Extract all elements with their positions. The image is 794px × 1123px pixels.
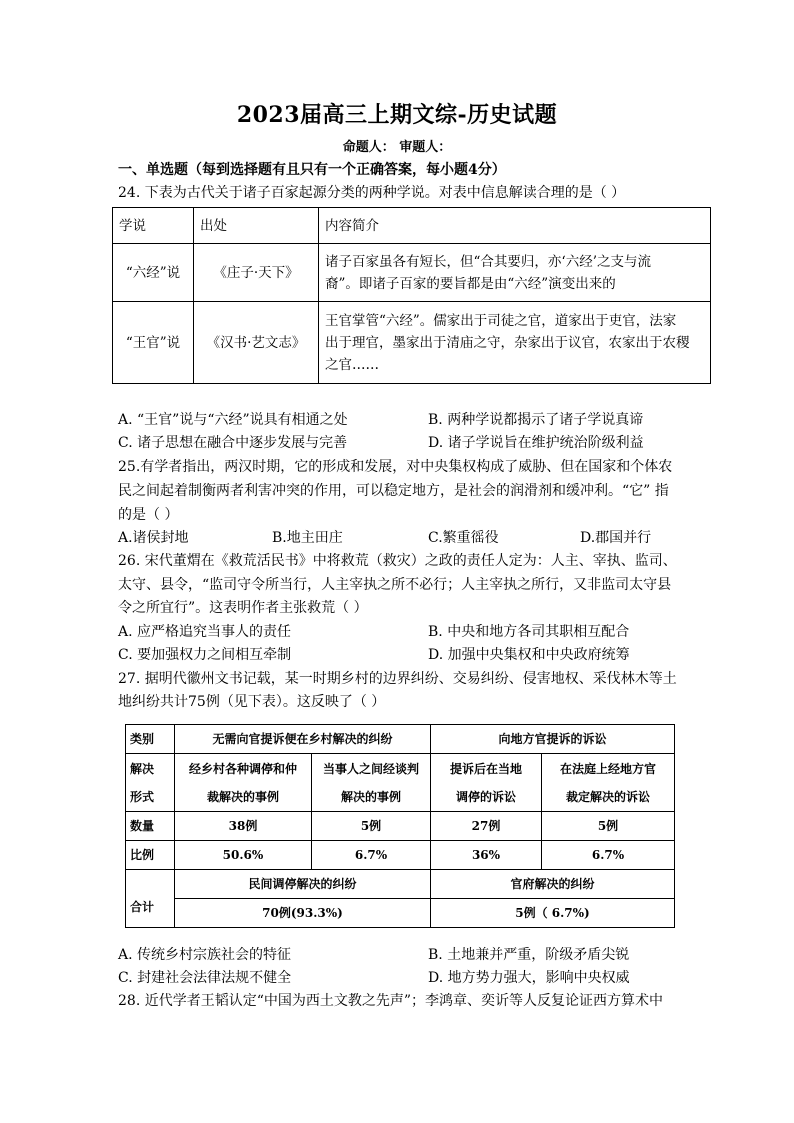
q27-option-b: B. 土地兼并严重，阶级矛盾尖锐: [428, 947, 630, 963]
q27-total-label: 合计: [126, 870, 175, 928]
q25-line3: 的是（ ）: [118, 507, 179, 523]
q27-col2-header: 当事人之间经谈判 解决的事例: [312, 754, 431, 812]
q24-row2-theory: “王官”说: [113, 302, 194, 384]
q25-option-d: D.郡国并行: [580, 530, 652, 546]
q27-option-d: D. 地方势力强大，影响中央权威: [428, 970, 630, 986]
q24-option-b: B. 两种学说都揭示了诸子学说真谛: [428, 412, 644, 428]
exam-title: 2023届高三上期文综-历史试题: [236, 102, 558, 128]
q24-header-theory: 学说: [113, 208, 194, 244]
q26-option-b: B. 中央和地方各司其职相互配合: [428, 624, 630, 640]
q28-line1: 28. 近代学者王韬认定“中国为西土文教之先声”；李鸿章、奕䜣等人反复论证西方算术中: [118, 993, 664, 1009]
q27-option-c: C. 封建社会法律法规不健全: [118, 970, 292, 986]
q25-option-b: B.地主田庄: [272, 530, 343, 546]
q26-option-c: C. 要加强权力之间相互牵制: [118, 647, 292, 663]
q27-col1-header: 经乡村各种调停和仲 裁解决的事例: [175, 754, 312, 812]
q27-option-a: A. 传统乡村宗族社会的特征: [118, 947, 292, 963]
q25-line2: 民之间起着制衡两者利害冲突的作用，可以稳定地方，是社会的润滑剂和缓冲利。“它” 指: [118, 483, 669, 499]
q27-col3-header: 提诉后在当地 调停的诉讼: [431, 754, 542, 812]
q27-form-label: 解决 形式: [126, 754, 175, 812]
q27-count-label: 数量: [126, 812, 175, 841]
q27-civil-total: 70例(93.3%): [175, 899, 431, 928]
q27-line2: 地纠纷共计75例（见下表）。这反映了（ ）: [118, 694, 386, 710]
section-heading: 一、单选题（每到选择题有且只有一个正确答案，每小题4分）: [118, 162, 506, 178]
q27-group-village: 无需向官提诉便在乡村解决的纠纷: [175, 725, 431, 754]
q26-option-d: D. 加强中央集权和中央政府统筹: [428, 647, 630, 663]
q27-col4-header: 在法庭上经地方官 裁定解决的诉讼: [542, 754, 675, 812]
q27-ratio-cell: 6.7%: [312, 841, 431, 870]
q27-official-header: 官府解决的纠纷: [431, 870, 675, 899]
q27-ratio-label: 比例: [126, 841, 175, 870]
q26-line1: 26. 宋代董煟在《救荒活民书》中将救荒（救灾）之政的责任人定为：人主、宰执、监司、: [118, 553, 677, 569]
q26-line2: 太守、县令，“监司守令所当行，人主宰执之所不必行；人主宰执之所行，又非监司太守县: [118, 577, 672, 593]
q26-line3: 令之所宜行”。这表明作者主张救荒（ ）: [118, 600, 368, 616]
q27-count-cell: 27例: [431, 812, 542, 841]
q24-stem: 24. 下表为古代关于诸子百家起源分类的两种学说。对表中信息解读合理的是（ ）: [118, 185, 626, 201]
q27-group-official: 向地方官提诉的诉讼: [431, 725, 675, 754]
q27-count-cell: 5例: [312, 812, 431, 841]
q26-option-a: A. 应严格追究当事人的责任: [118, 624, 292, 640]
q27-category-label: 类别: [126, 725, 175, 754]
q25-line1: 25.有学者指出，两汉时期，它的形成和发展，对中央集权构成了威胁、但在国家和个体农: [118, 459, 673, 475]
q27-civil-header: 民间调停解决的纠纷: [175, 870, 431, 899]
q27-ratio-cell: 36%: [431, 841, 542, 870]
q24-row1-theory: “六经”说: [113, 244, 194, 302]
authors-line: 命题人： 审题人：: [342, 140, 452, 155]
q27-table: [125, 724, 675, 928]
q24-table: [112, 207, 711, 384]
q27-count-cell: 5例: [542, 812, 675, 841]
q27-count-cell: 38例: [175, 812, 312, 841]
q24-option-c: C. 诸子思想在融合中逐步发展与完善: [118, 435, 348, 451]
q27-ratio-cell: 50.6%: [175, 841, 312, 870]
q27-official-total: 5例（ 6.7%): [431, 899, 675, 928]
q24-row2-source: 《汉书·艺文志》: [194, 302, 319, 384]
q24-row2-content: 王官掌管“六经”。儒家出于司徒之官，道家出于吏官，法家 出于理官，墨家出于清庙之守，杂家出于议官，农家出于农稷 之官……: [319, 302, 711, 384]
q25-option-c: C.繁重徭役: [428, 530, 499, 546]
q24-option-d: D. 诸子学说旨在维护统治阶级利益: [428, 435, 644, 451]
q25-option-a: A.诸侯封地: [118, 530, 189, 546]
q24-header-content: 内容简介: [319, 208, 711, 244]
q27-line1: 27. 据明代徽州文书记载，某一时期乡村的边界纠纷、交易纠纷、侵害地权、采伐林木等土: [118, 671, 677, 687]
q24-row1-source: 《庄子·天下》: [194, 244, 319, 302]
q24-option-a: A. “王官”说与“六经”说具有相通之处: [118, 412, 348, 428]
q24-row1-content: 诸子百家虽各有短长，但“合其要归，亦‘六经’之支与流 裔”。即诸子百家的要旨都是由“六经”演变出来的: [319, 244, 711, 302]
q27-ratio-cell: 6.7%: [542, 841, 675, 870]
q24-header-source: 出处: [194, 208, 319, 244]
